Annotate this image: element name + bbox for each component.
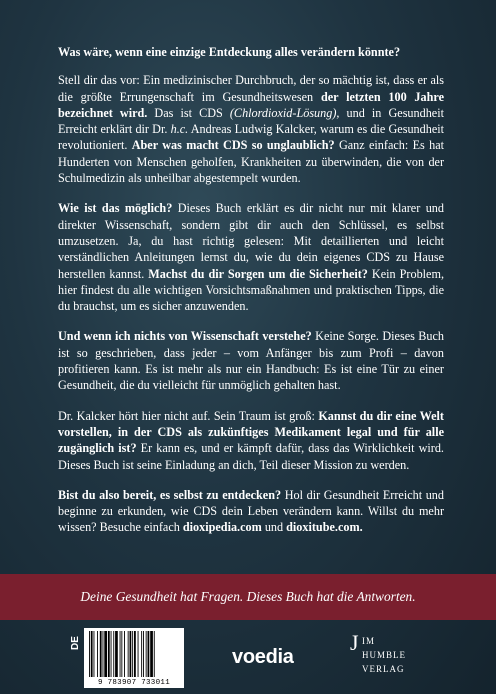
link-dioxitube: dioxitube.com: [286, 520, 360, 535]
back-cover-text: [58, 44, 444, 550]
barcode-bars-icon: [88, 631, 180, 677]
logo-initial: J: [350, 630, 359, 655]
paragraph-intro: [58, 72, 444, 186]
text: Ganz einfach: Es hat Hunderten von Menschen geholfen, Krankheiten zu überwinden, die von der Schulmedizin als unheilbar abgestempelt wurden.: [58, 138, 444, 186]
text-bold: Machst du dir Sorgen um die Sicherheit?: [148, 266, 368, 281]
text: Kein Problem, hier findest du alle wichtigen Vorsichtsmaßnahmen und praktischen Tipps, die du brauchst, um es sicher anzuwenden.: [58, 266, 444, 314]
barcode-digits: 9 783907 733011: [97, 679, 170, 687]
jim-humble-verlag-logo: [350, 630, 410, 685]
text: Andreas Ludwig Kalcker, warum es die Gesundheit revolutioniert.: [58, 122, 444, 153]
paragraph-closing: [58, 487, 444, 536]
logo-line-1: IM: [362, 636, 375, 646]
text: und: [261, 520, 287, 535]
text: Das ist CDS: [147, 105, 230, 120]
text: und in Gesundheit Erreicht erklärt dir Dr.: [58, 105, 444, 137]
paragraph-how: [58, 200, 444, 314]
isbn-barcode: [84, 628, 184, 688]
tagline-text: Deine Gesundheit hat Fragen. Dieses Buch hat die Antworten.: [80, 589, 416, 604]
paragraph-science: [58, 328, 444, 393]
text-bold: Bist du also bereit, es selbst zu entdecken?: [58, 487, 282, 502]
text: Keine Sorge. Dieses Buch ist so geschrieben, dass jeder – vom Anfänger bis zum Profi – davon profitieren kann. Es ist mehr als nur ein Handbuch: Es ist eine Tür zu einer Gesundheit, die du vielleicht für unmöglich gehalten hast.: [58, 329, 444, 393]
text-bold: der letzten 100 Jahre bezeichnet wird.: [58, 89, 445, 120]
opening-question: Was wäre, wenn eine einzige Entdeckung alles verändern könnte?: [58, 45, 401, 59]
text: Stell dir das vor: Ein medizinischer Durchbruch, der so mächtig ist, dass er als die größte Errungenschaft im Gesundheitswesen: [58, 73, 444, 104]
voedia-logo: voedia: [232, 646, 294, 668]
text-italic: h.c.: [170, 122, 189, 137]
text: Er kann es, und er kämpft dafür, dass das Wirklichkeit wird. Dieses Buch ist seine Einladung an dich, Teil dieser Mission zu werden.: [58, 441, 444, 472]
logo-line-2: HUMBLE: [362, 650, 406, 660]
language-label: DE: [70, 636, 81, 650]
text-bold: Kannst du dir eine Welt vorstellen, in der CDS als zukünftiges Medikament legal und für alle zugänglich ist?: [58, 408, 444, 456]
link-dioxipedia: dioxipedia.com: [182, 520, 262, 535]
tagline-banner: [0, 574, 496, 620]
text: Hol dir Gesundheit Erreicht und beginne zu erkunden, wie CDS dein Leben verändern kann. Willst du mehr wissen? Besuche einfach: [58, 487, 444, 535]
text-bold: Wie ist das möglich?: [58, 201, 173, 216]
text-bold: Und wenn ich nichts von Wissenschaft verstehe?: [58, 329, 312, 344]
text: .: [359, 520, 363, 535]
text-bold: Aber was macht CDS so unglaublich?: [131, 138, 335, 153]
paragraph-dream: [58, 408, 444, 473]
text: Dieses Buch erklärt es dir nicht nur mit klarer und direkter Wissenschaft, sondern gibt dir auch den Schlüssel, es selbst umzusetzen. Ja, du hast richtig gelesen: Mit detaillierten und leicht verständlichen Anleitungen lernst du, wie du dein eigenes CDS zu Hause herstellen kannst.: [58, 201, 444, 281]
text: Dr. Kalcker hört hier nicht auf. Sein Traum ist groß:: [58, 408, 319, 423]
logo-line-3: VERLAG: [362, 664, 405, 674]
text-italic: (Chlordioxid-Lösung),: [229, 105, 340, 120]
